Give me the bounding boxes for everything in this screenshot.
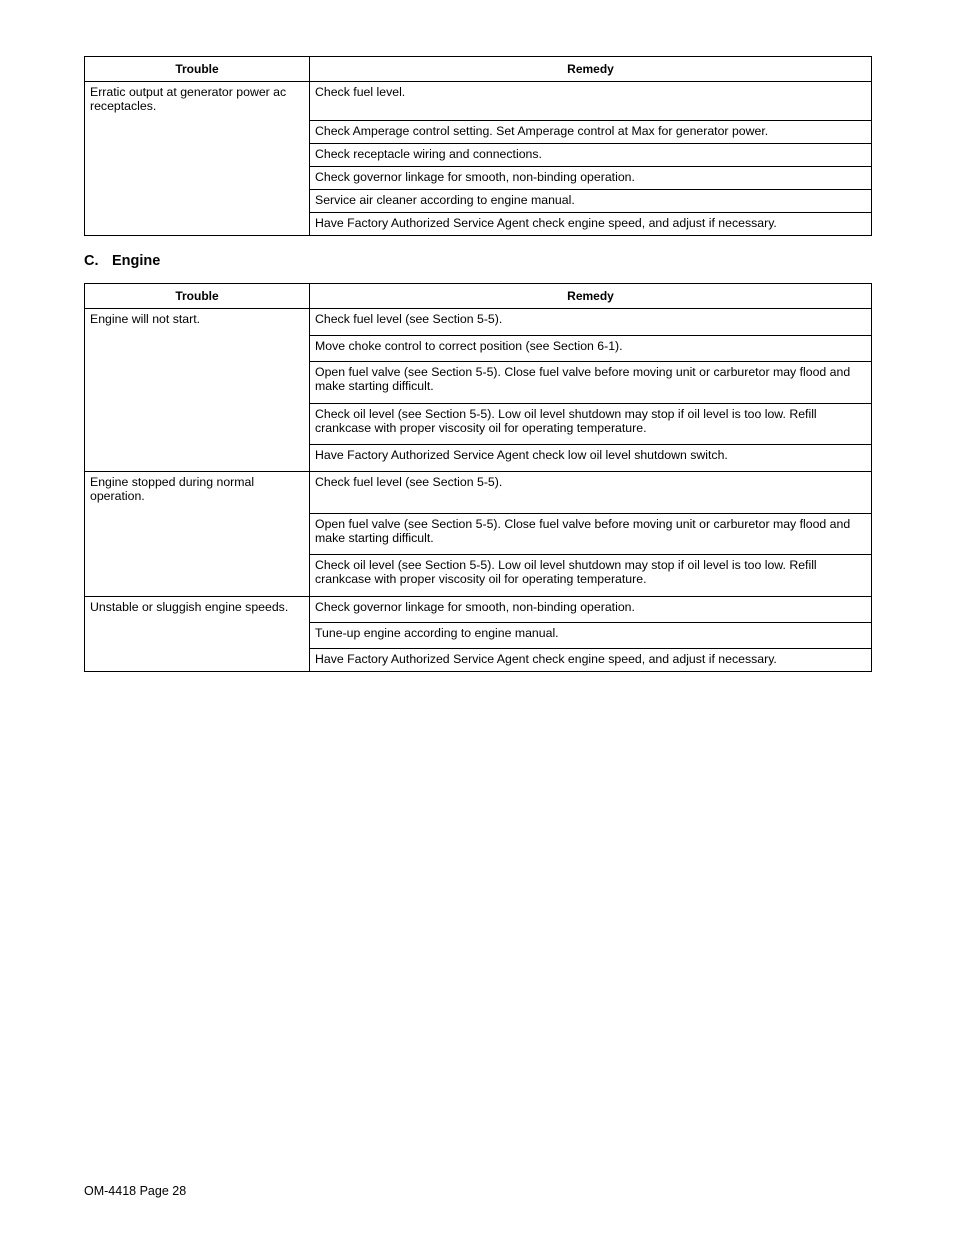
remedy-cell: Tune-up engine according to engine manual. (310, 623, 872, 649)
remedy-cell: Check governor linkage for smooth, non-binding operation. (310, 597, 872, 623)
remedy-cell: Check fuel level. (310, 82, 872, 121)
generator-trouble-table (84, 56, 872, 236)
remedy-cell: Check receptacle wiring and connections. (310, 144, 872, 167)
section-heading (84, 253, 160, 269)
table-row (85, 597, 872, 623)
remedy-cell: Check fuel level (see Section 5-5). (310, 309, 872, 336)
remedy-cell: Check fuel level (see Section 5-5). (310, 472, 872, 514)
trouble-cell: Engine will not start. (85, 309, 310, 472)
engine-trouble-table (84, 283, 872, 672)
remedy-cell: Move choke control to correct position (see Section 6-1). (310, 336, 872, 362)
remedy-cell: Check oil level (see Section 5-5). Low oil level shutdown may stop if oil level is too low. Refill crankcase with proper viscosity oil for operating temperature. (310, 404, 872, 445)
remedy-cell: Check Amperage control setting. Set Amperage control at Max for generator power. (310, 121, 872, 144)
trouble-column-header: Trouble (85, 284, 310, 309)
table-row (85, 472, 872, 514)
remedy-cell: Have Factory Authorized Service Agent check engine speed, and adjust if necessary. (310, 213, 872, 236)
remedy-column-header: Remedy (310, 57, 872, 82)
table-row (85, 82, 872, 121)
trouble-cell: Unstable or sluggish engine speeds. (85, 597, 310, 672)
table-row (85, 309, 872, 336)
page-footer: OM-4418 Page 28 (84, 1184, 187, 1198)
remedy-cell: Have Factory Authorized Service Agent check engine speed, and adjust if necessary. (310, 649, 872, 672)
remedy-cell: Service air cleaner according to engine manual. (310, 190, 872, 213)
remedy-cell: Open fuel valve (see Section 5-5). Close fuel valve before moving unit or carburetor may flood and make starting difficult. (310, 514, 872, 555)
section-letter: C. (84, 253, 99, 269)
remedy-column-header: Remedy (310, 284, 872, 309)
table-header-row (85, 284, 872, 309)
table-header-row (85, 57, 872, 82)
trouble-cell: Erratic output at generator power ac receptacles. (85, 82, 310, 236)
section-title: Engine (112, 253, 161, 269)
remedy-cell: Have Factory Authorized Service Agent check low oil level shutdown switch. (310, 445, 872, 472)
trouble-column-header: Trouble (85, 57, 310, 82)
remedy-cell: Open fuel valve (see Section 5-5). Close fuel valve before moving unit or carburetor may flood and make starting difficult. (310, 362, 872, 404)
remedy-cell: Check governor linkage for smooth, non-binding operation. (310, 167, 872, 190)
trouble-cell: Engine stopped during normal operation. (85, 472, 310, 597)
remedy-cell: Check oil level (see Section 5-5). Low oil level shutdown may stop if oil level is too low. Refill crankcase with proper viscosity oil for operating temperature. (310, 555, 872, 597)
